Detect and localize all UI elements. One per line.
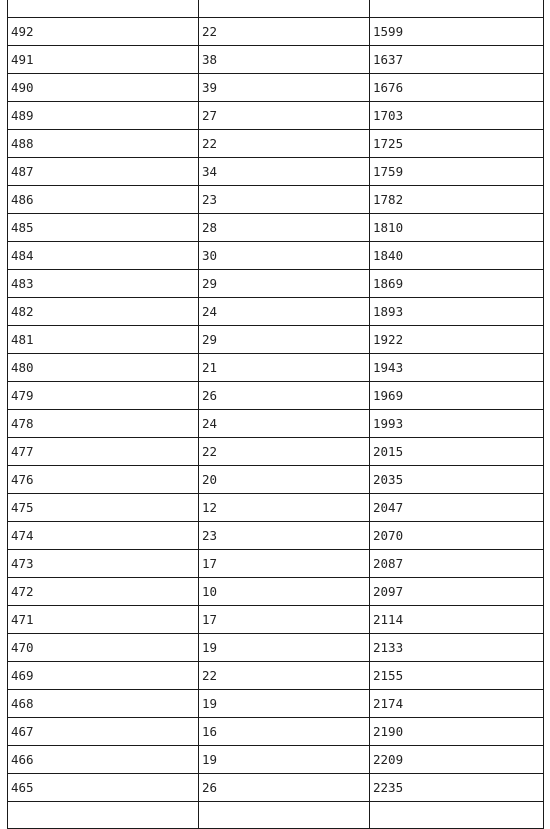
cumulative-cell: 1993 (370, 410, 544, 438)
count-cell: 17 (199, 550, 370, 578)
count-cell: 39 (199, 74, 370, 102)
table-row-partial (8, 0, 544, 18)
score-cell: 487 (8, 158, 199, 186)
count-cell: 10 (199, 578, 370, 606)
score-cell: 473 (8, 550, 199, 578)
cumulative-cell: 1637 (370, 46, 544, 74)
table-row (8, 662, 544, 690)
count-cell: 17 (199, 606, 370, 634)
score-cell: 468 (8, 690, 199, 718)
count-cell: 16 (199, 718, 370, 746)
table-row (8, 774, 544, 802)
table-row (8, 186, 544, 214)
cumulative-cell: 1840 (370, 242, 544, 270)
table-row (8, 606, 544, 634)
table-cell (199, 802, 370, 829)
cumulative-cell: 2133 (370, 634, 544, 662)
score-cell: 488 (8, 130, 199, 158)
score-cell: 490 (8, 74, 199, 102)
score-cell: 475 (8, 494, 199, 522)
count-cell: 22 (199, 662, 370, 690)
count-cell: 26 (199, 774, 370, 802)
table-row (8, 130, 544, 158)
score-cell: 476 (8, 466, 199, 494)
score-cell: 485 (8, 214, 199, 242)
score-cell: 477 (8, 438, 199, 466)
count-cell: 12 (199, 494, 370, 522)
score-cell: 474 (8, 522, 199, 550)
table-row (8, 466, 544, 494)
cumulative-cell: 2047 (370, 494, 544, 522)
count-cell: 22 (199, 130, 370, 158)
score-cell: 483 (8, 270, 199, 298)
score-cell: 472 (8, 578, 199, 606)
table-row (8, 522, 544, 550)
score-cell: 481 (8, 326, 199, 354)
cumulative-cell: 2087 (370, 550, 544, 578)
table-row (8, 18, 544, 46)
table-row (8, 298, 544, 326)
score-cell: 484 (8, 242, 199, 270)
table-row (8, 634, 544, 662)
score-cell: 479 (8, 382, 199, 410)
table-body (8, 0, 544, 829)
count-cell: 24 (199, 410, 370, 438)
score-cell: 482 (8, 298, 199, 326)
table-row (8, 438, 544, 466)
score-cell: 465 (8, 774, 199, 802)
score-cell: 471 (8, 606, 199, 634)
table-cell (8, 802, 199, 829)
cumulative-cell: 1922 (370, 326, 544, 354)
cumulative-cell: 2114 (370, 606, 544, 634)
count-cell: 21 (199, 354, 370, 382)
score-cell: 478 (8, 410, 199, 438)
table-row (8, 242, 544, 270)
count-cell: 29 (199, 270, 370, 298)
count-cell: 23 (199, 522, 370, 550)
count-cell: 29 (199, 326, 370, 354)
count-cell: 20 (199, 466, 370, 494)
score-cell: 470 (8, 634, 199, 662)
table-row-partial (8, 802, 544, 829)
count-cell: 38 (199, 46, 370, 74)
cumulative-cell: 1725 (370, 130, 544, 158)
count-cell: 23 (199, 186, 370, 214)
table-row (8, 550, 544, 578)
table-row (8, 354, 544, 382)
table-row (8, 74, 544, 102)
score-cell: 467 (8, 718, 199, 746)
table-cell (370, 0, 544, 18)
count-cell: 19 (199, 690, 370, 718)
count-cell: 22 (199, 438, 370, 466)
table-row (8, 46, 544, 74)
count-cell: 19 (199, 634, 370, 662)
score-cell: 489 (8, 102, 199, 130)
cumulative-cell: 2190 (370, 718, 544, 746)
count-cell: 30 (199, 242, 370, 270)
count-cell: 24 (199, 298, 370, 326)
table-row (8, 382, 544, 410)
count-cell: 27 (199, 102, 370, 130)
table-row (8, 718, 544, 746)
table-row (8, 102, 544, 130)
cumulative-cell: 1969 (370, 382, 544, 410)
table-row (8, 270, 544, 298)
cumulative-cell: 2155 (370, 662, 544, 690)
score-distribution-table (7, 0, 544, 829)
cumulative-cell: 1703 (370, 102, 544, 130)
count-cell: 34 (199, 158, 370, 186)
count-cell: 28 (199, 214, 370, 242)
table-cell (8, 0, 199, 18)
cumulative-cell: 1599 (370, 18, 544, 46)
table-cell (370, 802, 544, 829)
score-cell: 492 (8, 18, 199, 46)
count-cell: 22 (199, 18, 370, 46)
score-cell: 491 (8, 46, 199, 74)
cumulative-cell: 2097 (370, 578, 544, 606)
cumulative-cell: 2209 (370, 746, 544, 774)
count-cell: 26 (199, 382, 370, 410)
score-cell: 486 (8, 186, 199, 214)
table-cell (199, 0, 370, 18)
table-row (8, 578, 544, 606)
table-row (8, 494, 544, 522)
cumulative-cell: 1943 (370, 354, 544, 382)
cumulative-cell: 1810 (370, 214, 544, 242)
cumulative-cell: 2174 (370, 690, 544, 718)
score-cell: 469 (8, 662, 199, 690)
cumulative-cell: 1676 (370, 74, 544, 102)
cumulative-cell: 2015 (370, 438, 544, 466)
score-cell: 480 (8, 354, 199, 382)
cumulative-cell: 2035 (370, 466, 544, 494)
table-row (8, 158, 544, 186)
cumulative-cell: 1759 (370, 158, 544, 186)
score-cell: 466 (8, 746, 199, 774)
cumulative-cell: 1893 (370, 298, 544, 326)
cumulative-cell: 2235 (370, 774, 544, 802)
cumulative-cell: 1782 (370, 186, 544, 214)
table-row (8, 410, 544, 438)
cumulative-cell: 2070 (370, 522, 544, 550)
cumulative-cell: 1869 (370, 270, 544, 298)
table-row (8, 690, 544, 718)
count-cell: 19 (199, 746, 370, 774)
table-row (8, 214, 544, 242)
table-row (8, 326, 544, 354)
